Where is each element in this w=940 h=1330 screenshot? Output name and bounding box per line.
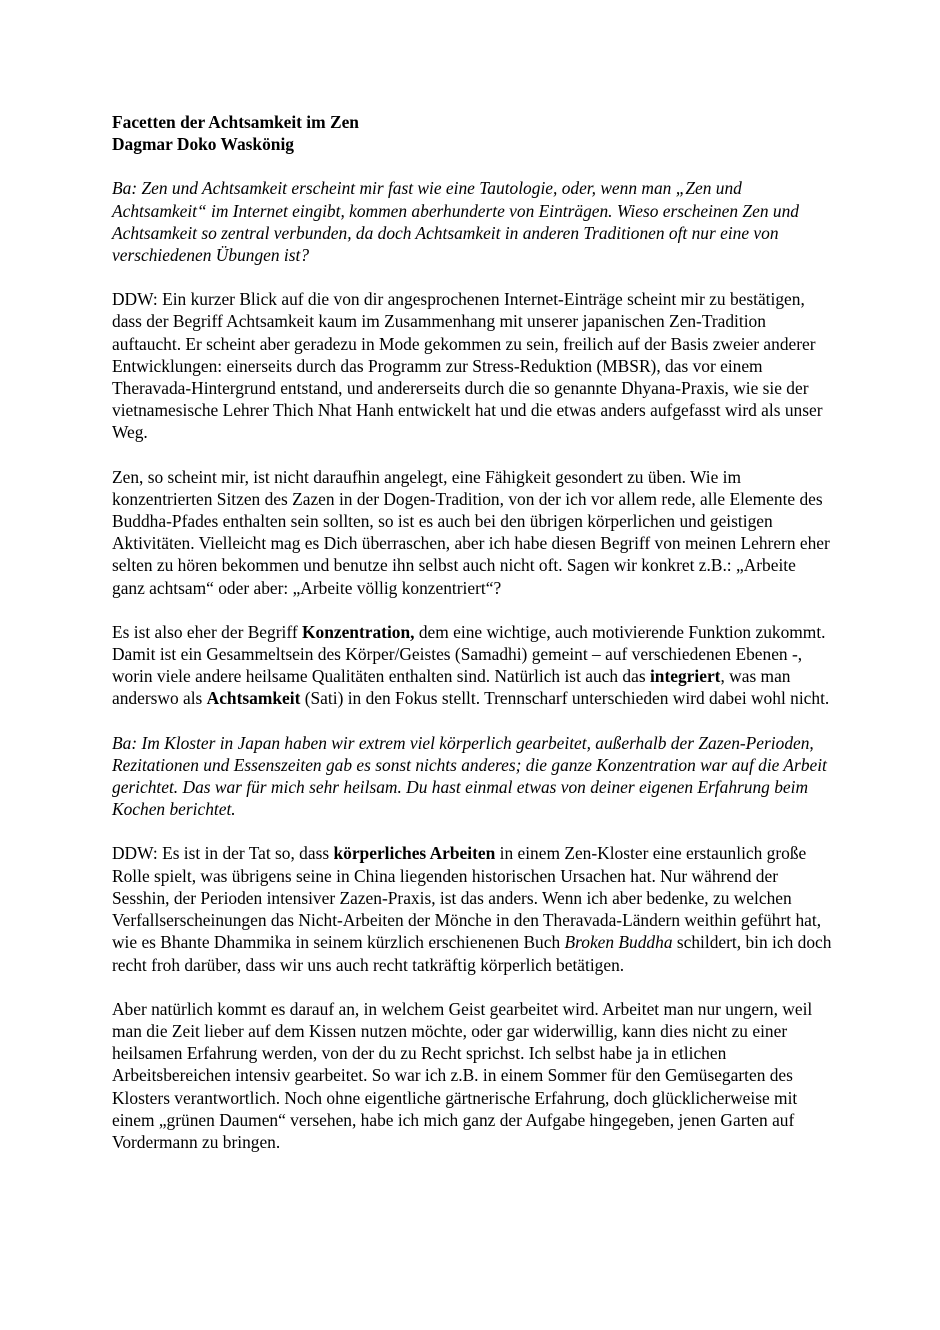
document-author: Dagmar Doko Waskönig xyxy=(112,134,294,155)
interview-answer xyxy=(112,621,832,710)
book-title-italic: Broken Buddha xyxy=(564,932,673,953)
emphasis-bold: Achtsamkeit xyxy=(206,688,301,709)
text-segment: (Sati) in den Fokus stellt. Trennscharf unterschieden wird dabei wohl nicht. xyxy=(300,688,830,709)
emphasis-bold: körperliches Arbeiten xyxy=(333,843,496,864)
text-segment: Zen, so scheint mir, ist nicht daraufhin angelegt, eine Fähigkeit gesondert zu üben. Wie im konzentrierten Sitzen des Zazen in der Dogen-Tradition, von der ich vor allem rede, alle Elemente des Buddha-Pfades enthalten sein sollten, so ist es auch bei den übrigen körperlichen und geistigen Aktivitäten. Vielleicht mag es Dich überraschen, aber ich habe diesen Begriff von meinen Lehrern eher selten zu hören bekommen und benutze ihn selbst auch nicht oft. Sagen wir konkret z.B.: „Arbeite ganz achtsam“ oder aber: „Arbeite völlig konzentriert“? xyxy=(112,466,830,598)
text-segment: in einem Zen-Kloster eine erstaunlich große Rolle spielt, was übrigens seine in China liegenden historischen Ursachen hat. Nur während der Sesshin, der Perioden intensiver Zazen-Praxis, ist das anders. Wenn ich aber bedenke, zu welchen Verfallserscheinungen das Nicht-Arbeiten der Mönche in den Theravada-Ländern weithin geführt hat, wie es Bhante Dhammika in seinem kürzlich erschienenen Buch xyxy=(112,843,822,953)
text-segment: Es ist also eher der Begriff xyxy=(112,621,302,642)
text-segment: Ba: Zen und Achtsamkeit erscheint mir fast wie eine Tautologie, oder, wenn man „Zen und Achtsamkeit“ im Internet eingibt, kommen aberhunderte von Einträgen. Wieso erscheinen Zen und Achtsamkeit so zentral verbunden, da doch Achtsamkeit in anderen Traditionen oft nur eine von verschiedenen Übungen ist? xyxy=(112,178,799,266)
title-block xyxy=(112,111,832,155)
interview-answer xyxy=(112,466,832,599)
interview-question xyxy=(112,732,832,821)
text-segment: schildert, bin ich doch recht froh darüber, dass wir uns auch recht tatkräftig körperlich betätigen. xyxy=(112,932,832,975)
text-segment: , was man anderswo als xyxy=(112,666,791,709)
text-segment: Aber natürlich kommt es darauf an, in welchem Geist gearbeitet wird. Arbeitet man nur ungern, weil man die Zeit lieber auf dem Kissen nutzen möchte, oder gar widerwillig, kann dies nicht zu einer heilsamen Erfahrung werden, von der du zu Recht sprichst. Ich selbst habe ja in etlichen Arbeitsbereichen intensiv gearbeitet. So war ich z.B. in einem Sommer für den Gemüsegarten des Klosters verantwortlich. Noch ohne eigentliche gärtnerische Erfahrung, doch glücklicherweise mit einem „grünen Daumen“ versehen, habe ich mich ganz der Aufgabe hingegeben, jenen Garten auf Vordermann zu bringen. xyxy=(112,998,813,1152)
document-page xyxy=(112,111,832,1175)
text-segment: dem eine wichtige, auch motivierende Funktion zukommt. Damit ist ein Gesammeltsein des Körper/Geistes (Samadhi) gemeint – auf verschiedenen Ebenen -, worin viele andere heilsame Qualitäten enthalten sind. Natürlich ist auch das xyxy=(112,621,826,687)
article-body xyxy=(112,177,832,1153)
interview-answer xyxy=(112,288,832,443)
emphasis-bold: integriert xyxy=(649,666,721,687)
text-segment: DDW: Es ist in der Tat so, dass xyxy=(112,843,334,864)
document-title: Facetten der Achtsamkeit im Zen xyxy=(112,112,359,132)
emphasis-bold: Konzentration, xyxy=(301,621,415,642)
text-segment: DDW: Ein kurzer Blick auf die von dir angesprochenen Internet-Einträge scheint mir zu bestätigen, dass der Begriff Achtsamkeit kaum im Zusammenhang mit unserer japanischen Zen-Tradition auftaucht. Er scheint aber geradezu in Mode gekommen zu sein, freilich auf der Basis zweier anderer Entwicklungen: einerseits durch das Programm zur Stress-Reduktion (MBSR), das vor einem Theravada-Hintergrund entstand, und andererseits durch die so genannte Dhyana-Praxis, wie sie der vietnamesische Lehrer Thich Nhat Hanh entwickelt hat und die etwas anders aufgefasst wird als unser Weg. xyxy=(112,289,823,443)
interview-answer xyxy=(112,842,832,975)
interview-question xyxy=(112,177,832,266)
interview-answer xyxy=(112,998,832,1153)
text-segment: Ba: Im Kloster in Japan haben wir extrem viel körperlich gearbeitet, außerhalb der Zazen-Perioden, Rezitationen und Essenszeiten gab es sonst nichts anderes; die ganze Konzentration war auf die Arbeit gerichtet. Das war für mich sehr heilsam. Du hast einmal etwas von deiner eigenen Erfahrung beim Kochen berichtet. xyxy=(112,732,827,820)
